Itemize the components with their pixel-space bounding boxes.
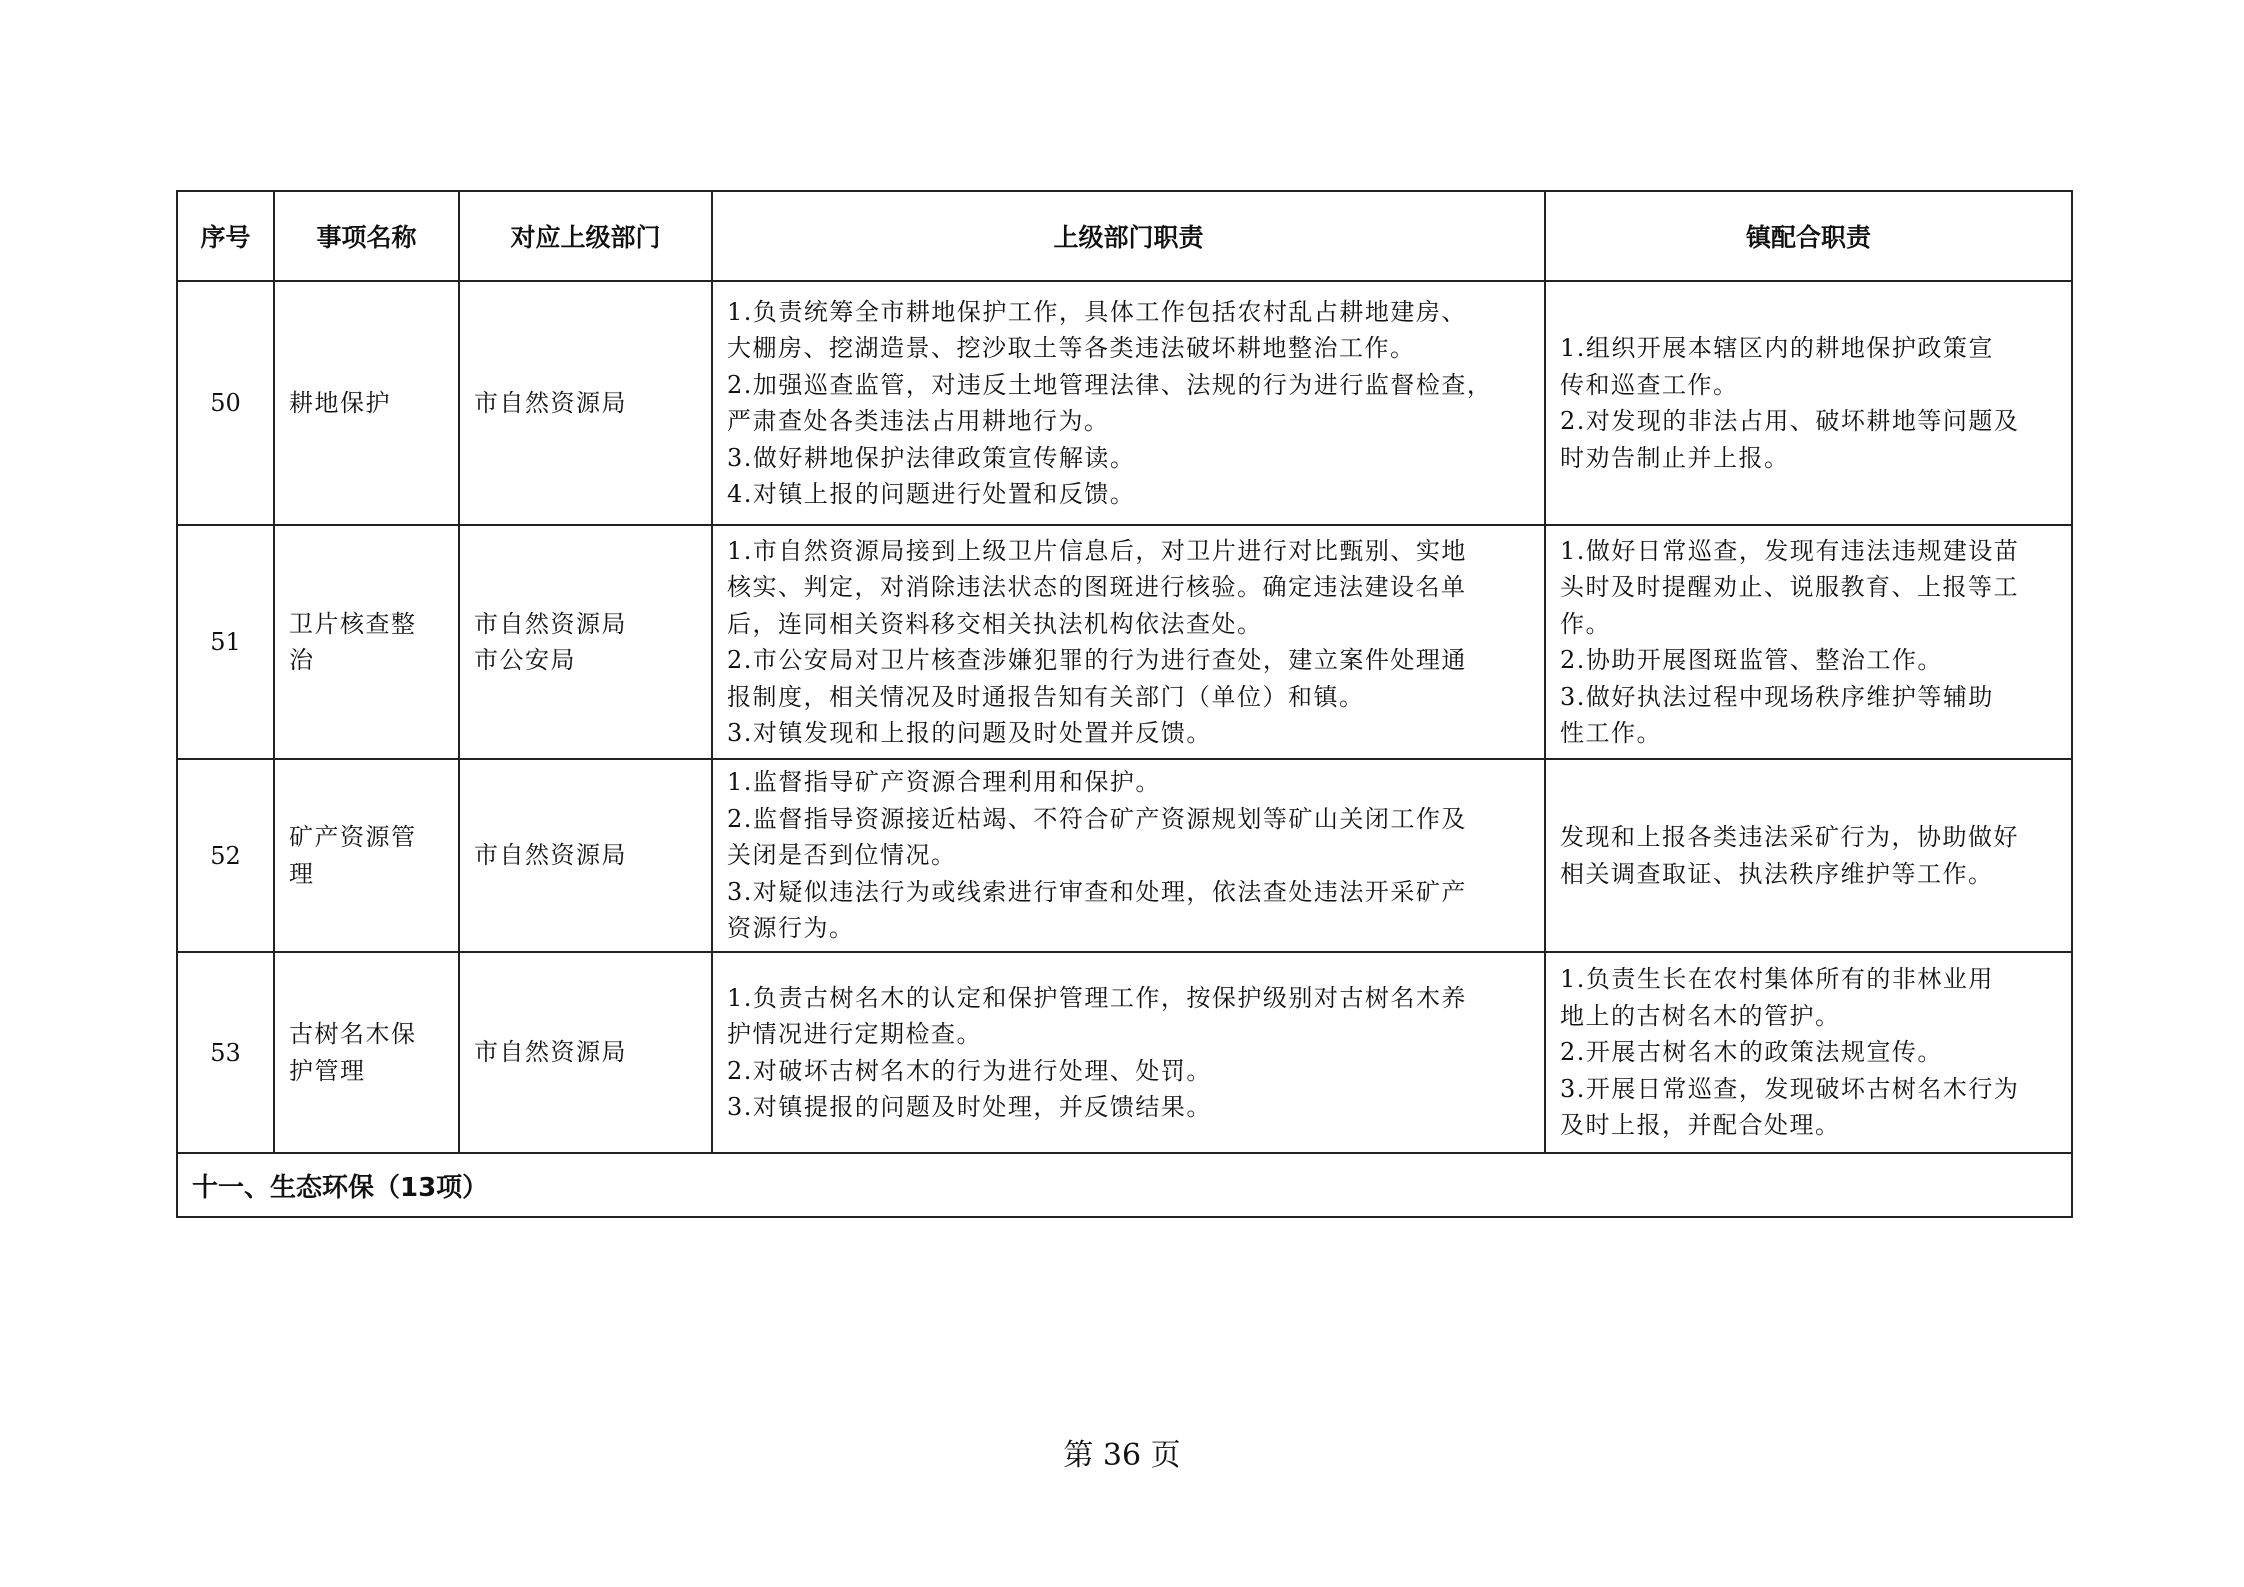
town-duty: 发现和上报各类违法采矿行为，协助做好 相关调查取证、执法秩序维护等工作。: [1545, 759, 2072, 952]
town-duty: 1.负责生长在农村集体所有的非林业用 地上的古树名木的管护。 2.开展古树名木的政策法规宣传。 3.开展日常巡查，发现破坏古树名木行为 及时上报，并配合处理。: [1545, 952, 2072, 1153]
row-number: 53: [177, 952, 274, 1153]
duty-table: [176, 190, 2073, 1218]
table-row: [177, 281, 2072, 525]
header-no: 序号: [177, 191, 274, 281]
table-row: [177, 759, 2072, 952]
superior-dept: 市自然资源局 市公安局: [459, 525, 712, 759]
town-duty: 1.组织开展本辖区内的耕地保护政策宣 传和巡查工作。 2.对发现的非法占用、破坏耕地等问题及 时劝告制止并上报。: [1545, 281, 2072, 525]
superior-dept: 市自然资源局: [459, 759, 712, 952]
row-number: 51: [177, 525, 274, 759]
superior-duty: 1.负责古树名木的认定和保护管理工作，按保护级别对古树名木养 护情况进行定期检查。 2.对破坏古树名木的行为进行处理、处罚。 3.对镇提报的问题及时处理，并反馈结果。: [712, 952, 1545, 1153]
section-heading-row: [177, 1153, 2072, 1217]
superior-duty: 1.负责统筹全市耕地保护工作，具体工作包括农村乱占耕地建房、 大棚房、挖湖造景、挖沙取土等各类违法破坏耕地整治工作。 2.加强巡查监管，对违反土地管理法律、法规的行为进行监督检查， 严肃查处各类违法占用耕地行为。 3.做好耕地保护法律政策宣传解读。 4.对镇上报的问题进行处置和反馈。: [712, 281, 1545, 525]
row-number: 52: [177, 759, 274, 952]
table-row: [177, 525, 2072, 759]
header-superior-duty: 上级部门职责: [712, 191, 1545, 281]
town-duty: 1.做好日常巡查，发现有违法违规建设苗 头时及时提醒劝止、说服教育、上报等工 作。 2.协助开展图斑监管、整治工作。 3.做好执法过程中现场秩序维护等辅助 性工作。: [1545, 525, 2072, 759]
superior-duty: 1.市自然资源局接到上级卫片信息后，对卫片进行对比甄别、实地 核实、判定，对消除违法状态的图斑进行核验。确定违法建设名单 后，连同相关资料移交相关执法机构依法查处。 2.市公安局对卫片核查涉嫌犯罪的行为进行查处，建立案件处理通 报制度，相关情况及时通报告知有关部门（单位）和镇。 3.对镇发现和上报的问题及时处置并反馈。: [712, 525, 1545, 759]
superior-dept: 市自然资源局: [459, 281, 712, 525]
superior-duty: 1.监督指导矿产资源合理利用和保护。 2.监督指导资源接近枯竭、不符合矿产资源规划等矿山关闭工作及 关闭是否到位情况。 3.对疑似违法行为或线索进行审查和处理，依法查处违法开采矿产 资源行为。: [712, 759, 1545, 952]
item-name: 卫片核查整 治: [274, 525, 459, 759]
item-name: 矿产资源管 理: [274, 759, 459, 952]
header-item-name: 事项名称: [274, 191, 459, 281]
superior-dept: 市自然资源局: [459, 952, 712, 1153]
table-header-row: [177, 191, 2072, 281]
item-name: 古树名木保 护管理: [274, 952, 459, 1153]
item-name: 耕地保护: [274, 281, 459, 525]
section-title: 十一、生态环保（13项）: [177, 1153, 2072, 1217]
page-number: 第 36 页: [1063, 1438, 1181, 1473]
row-number: 50: [177, 281, 274, 525]
table-row: [177, 952, 2072, 1153]
header-superior-dept: 对应上级部门: [459, 191, 712, 281]
header-town-duty: 镇配合职责: [1545, 191, 2072, 281]
